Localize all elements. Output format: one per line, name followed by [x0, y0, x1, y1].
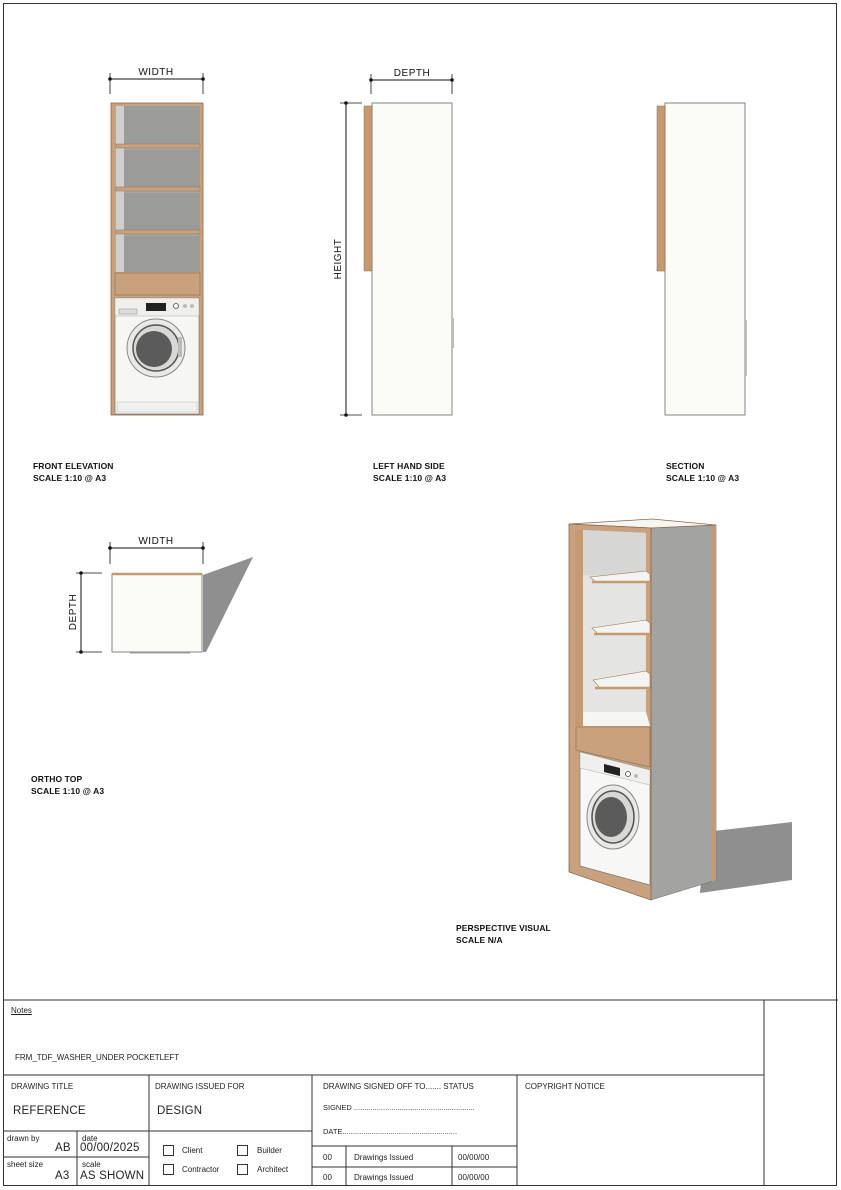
section-scale: SCALE 1:10 @ A3	[666, 473, 740, 483]
notes-label: Notes	[11, 1006, 32, 1015]
date-small-label: date	[82, 1134, 98, 1143]
ortho-top-scale: SCALE 1:10 @ A3	[31, 786, 105, 796]
ortho-top-title: ORTHO TOP	[31, 774, 83, 784]
issue-row-desc: Drawings Issued	[354, 1173, 414, 1182]
sheet-size-label: sheet size	[7, 1160, 44, 1169]
ortho-depth-label: DEPTH	[68, 593, 79, 631]
issue-row-rev: 00	[323, 1173, 332, 1182]
ortho-width-label: WIDTH	[138, 536, 174, 547]
date-value: 00/00/2025	[80, 1142, 140, 1154]
issue-row-desc: Drawings Issued	[354, 1153, 414, 1162]
contractor-checkbox[interactable]	[163, 1164, 174, 1175]
scale-small-label: scale	[82, 1160, 101, 1169]
drawing-title-label: DRAWING TITLE	[11, 1082, 74, 1091]
client-checkbox[interactable]	[163, 1145, 174, 1156]
lhs-depth-label: DEPTH	[393, 68, 431, 79]
section-title: SECTION	[666, 461, 705, 471]
client-label: Client	[182, 1146, 203, 1155]
copyright-label: COPYRIGHT NOTICE	[525, 1082, 605, 1091]
drawn-by-label: drawn by	[7, 1134, 40, 1143]
signed-off-label: DRAWING SIGNED OFF TO....... STATUS	[323, 1082, 474, 1091]
architect-label: Architect	[257, 1165, 289, 1174]
lhs-title: LEFT HAND SIDE	[373, 461, 445, 471]
date-signed-label: DATE.......................................................	[323, 1127, 458, 1136]
sheet-size-value: A3	[55, 1170, 70, 1182]
lhs-height-label: HEIGHT	[333, 238, 344, 280]
builder-checkbox[interactable]	[237, 1145, 248, 1156]
notes-text: FRM_TDF_WASHER_UNDER POCKETLEFT	[15, 1053, 180, 1062]
issue-row-rev: 00	[323, 1153, 332, 1162]
perspective-title: PERSPECTIVE VISUAL	[456, 923, 551, 933]
lhs-scale: SCALE 1:10 @ A3	[373, 473, 447, 483]
scale-value: AS SHOWN	[80, 1170, 145, 1182]
front-elevation-scale: SCALE 1:10 @ A3	[33, 473, 107, 483]
front-width-label: WIDTH	[138, 67, 174, 78]
architect-checkbox[interactable]	[237, 1164, 248, 1175]
front-elevation-title: FRONT ELEVATION	[33, 461, 114, 471]
builder-label: Builder	[257, 1146, 282, 1155]
drawn-by-value: AB	[55, 1142, 71, 1154]
issued-for-value: DESIGN	[157, 1105, 203, 1117]
drawing-title-value: REFERENCE	[13, 1105, 86, 1117]
contractor-label: Contractor	[182, 1165, 220, 1174]
issue-row-date: 00/00/00	[458, 1173, 490, 1182]
signed-label: SIGNED ..........................................................	[323, 1103, 475, 1112]
issue-row-date: 00/00/00	[458, 1153, 490, 1162]
issued-for-label: DRAWING ISSUED FOR	[155, 1082, 245, 1091]
perspective-scale: SCALE N/A	[456, 935, 503, 945]
